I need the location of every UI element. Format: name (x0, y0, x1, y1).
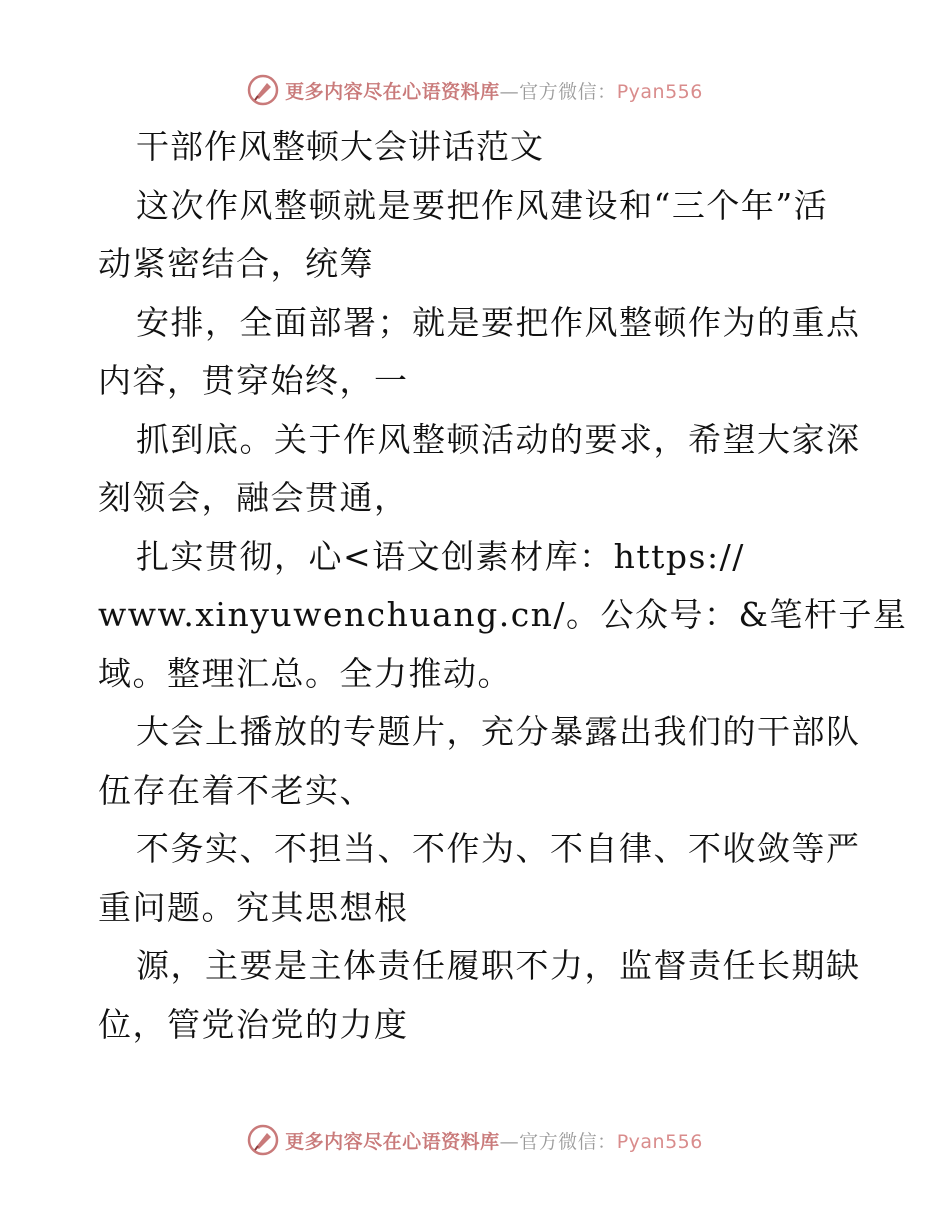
paragraph-line: 伍存在着不老实、 (98, 770, 374, 810)
document-body (98, 118, 908, 1054)
watermark-brand: 更多内容尽在心语资料库 (285, 80, 500, 103)
watermark-brand: 更多内容尽在心语资料库 (285, 1130, 500, 1153)
paragraph-line: 扎实贯彻，心<语文创素材库：https:// (136, 536, 745, 576)
paragraph-line: 动紧密结合，统筹 (98, 244, 374, 283)
footer-watermark (0, 1120, 950, 1160)
pen-nib-logo-icon (247, 74, 279, 106)
paragraph-line: 源，主要是主体责任履职不力，监督责任长期缺 (136, 946, 861, 985)
paragraph-line: 刻领会，融会贯通， (98, 478, 409, 517)
paragraph-line: 这次作风整顿就是要把作风建设和“三个年”活 (136, 185, 829, 225)
document-title: 干部作风整顿大会讲话范文 (136, 127, 544, 166)
header-watermark (0, 70, 950, 110)
watermark-wechat-label: 官方微信： (519, 1130, 617, 1153)
paragraph-line: 位，管党治党的力度 (98, 1004, 409, 1044)
paragraph-line: 域。整理汇总。全力推动。 (98, 653, 512, 693)
watermark-wechat-id: Pyan556 (616, 80, 703, 103)
paragraph-line: 安排，全面部署；就是要把作风整顿作为的重点 (136, 302, 861, 342)
paragraph-line: 重问题。究其思想根 (98, 887, 409, 927)
paragraph-line: 大会上播放的专题片，充分暴露出我们的干部队 (136, 712, 861, 751)
paragraph-line: www.xinyuwenchuang.cn/。公众号：&笔杆子星 (98, 595, 908, 634)
pen-nib-logo-icon (247, 1124, 279, 1156)
paragraph-line: 抓到底。关于作风整顿活动的要求，希望大家深 (136, 419, 861, 459)
watermark-wechat-label: 官方微信： (519, 80, 617, 103)
paragraph-line: 不务实、不担当、不作为、不自律、不收敛等严 (136, 829, 861, 868)
paragraph-line: 内容，贯穿始终，一 (98, 361, 409, 400)
watermark-wechat-id: Pyan556 (616, 1130, 703, 1153)
watermark-dash: — (499, 80, 520, 103)
watermark-dash: — (499, 1130, 520, 1153)
